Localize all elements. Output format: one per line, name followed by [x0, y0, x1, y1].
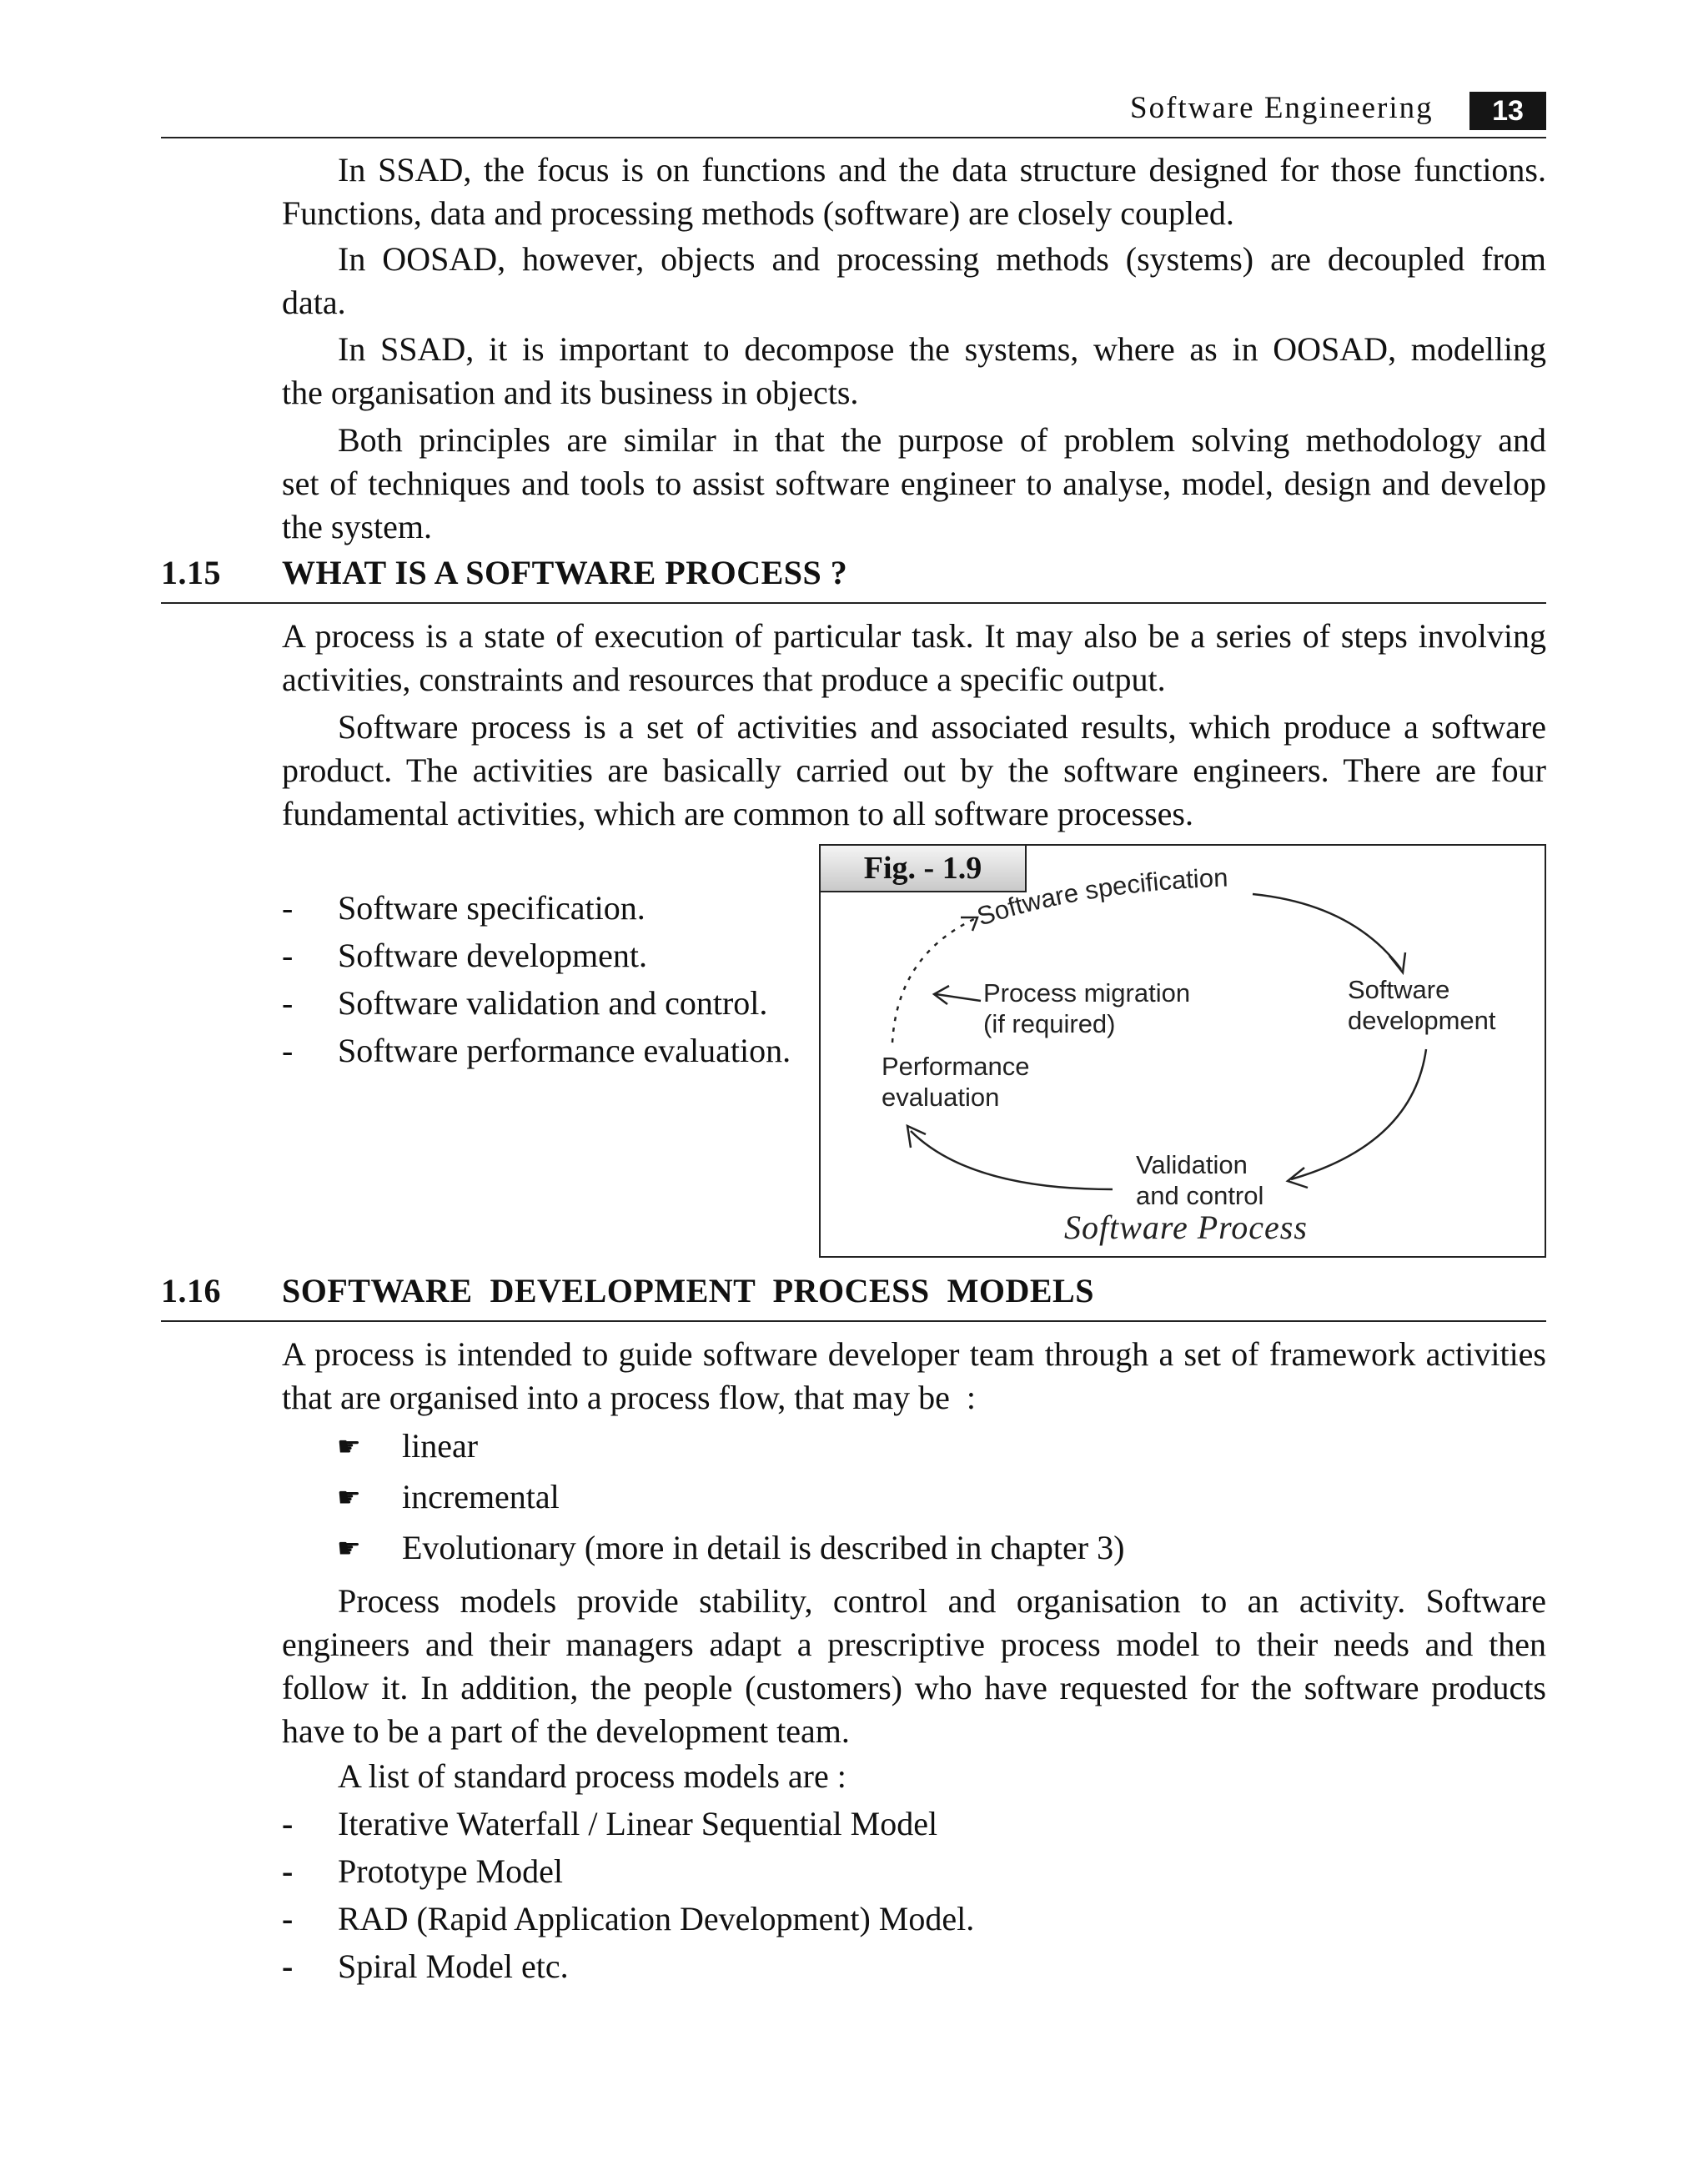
figure-caption: Software Process: [1064, 1209, 1308, 1246]
list-item: ☛ incremental: [337, 1475, 1505, 1526]
text-line: have to be a part of the development team.: [282, 1712, 850, 1750]
text-line: data.: [282, 284, 346, 321]
activity-list: [282, 887, 832, 1077]
process-flow-intro: [282, 1333, 1546, 1420]
list-item: - Software validation and control.: [282, 984, 768, 1022]
label-software-specification: Software specification: [973, 862, 1228, 932]
flow-type-list: [337, 1425, 1505, 1577]
list-item: - Software development.: [282, 937, 647, 974]
arrow-dev-to-validation: [1291, 1049, 1426, 1179]
software-process-definition: [282, 706, 1546, 836]
text-line: fundamental activities, which are common to all software processes.: [282, 795, 1193, 832]
list-item: ☛ linear: [337, 1425, 1505, 1475]
text-line: Both principles are similar in that the purpose of problem solving methodology and: [338, 421, 1546, 459]
text-line: Process models provide stability, control and organisation to an activity. Software: [338, 1582, 1546, 1620]
figure-tag: Fig. - 1.9: [819, 844, 1027, 892]
text-line: In OOSAD, however, objects and processing methods (systems) are decoupled from: [338, 240, 1546, 278]
section-rule: [161, 602, 1546, 604]
arrow-head: [1389, 952, 1405, 972]
figure-software-process: [819, 844, 1546, 1258]
text-line: In SSAD, it is important to decompose the systems, where as in OOSAD, modelling: [338, 330, 1546, 368]
pointing-hand-icon: ☛: [337, 1481, 361, 1513]
process-model-list: [282, 1802, 1449, 1993]
label-software-development: Software development: [1348, 975, 1496, 1035]
label-validation-control: Validation and control: [1136, 1150, 1264, 1210]
list-item: - Software specification.: [282, 889, 646, 927]
list-item: - Iterative Waterfall / Linear Sequential Model: [282, 1805, 938, 1842]
process-definition: [282, 615, 1546, 701]
section-number: 1.16: [161, 1272, 221, 1309]
text-line: Software process is a set of activities and associated results, which produce a software: [338, 708, 1546, 746]
section-title: SOFTWARE DEVELOPMENT PROCESS MODELS: [282, 1272, 1094, 1309]
list-item: - Prototype Model: [282, 1852, 563, 1890]
arrow-perf-to-spec-dotted: [892, 919, 974, 1043]
text-line: the organisation and its business in objects.: [282, 374, 859, 411]
text-line: A process is a state of execution of particular task. It may also be a series of steps involving: [282, 617, 1546, 655]
intro-p1: [282, 148, 1546, 235]
text-line: that are organised into a process flow, that may be :: [282, 1379, 976, 1416]
text-line: In SSAD, the focus is on functions and the data structure designed for those functions.: [338, 151, 1546, 188]
intro-p4: [282, 419, 1546, 549]
list-item: - Software performance evaluation.: [282, 1032, 791, 1069]
arrow-spec-to-dev: [1253, 894, 1401, 969]
text-line: activities, constraints and resources that produce a specific output.: [282, 661, 1166, 698]
list-item: - RAD (Rapid Application Development) Model.: [282, 1900, 975, 1937]
text-line: Functions, data and processing methods (software) are closely coupled.: [282, 194, 1234, 232]
process-models-paragraph: [282, 1580, 1546, 1753]
list-item: - Spiral Model etc.: [282, 1947, 569, 1985]
section-title: WHAT IS A SOFTWARE PROCESS ?: [282, 554, 848, 591]
pointing-hand-icon: ☛: [337, 1532, 361, 1564]
text-line: A process is intended to guide software developer team through a set of framework activities: [282, 1335, 1546, 1373]
intro-p3: [282, 328, 1546, 415]
label-performance-evaluation: Performance evaluation: [882, 1052, 1030, 1112]
list-item: ☛ Evolutionary (more in detail is described in chapter 3): [337, 1526, 1505, 1577]
text-line: follow it. In addition, the people (customers) who have requested for the software products: [282, 1669, 1546, 1706]
section-number: 1.15: [161, 554, 221, 591]
pointing-hand-icon: ☛: [337, 1430, 361, 1462]
text-line: set of techniques and tools to assist software engineer to analyse, model, design and develop: [282, 465, 1546, 502]
intro-p2: [282, 238, 1546, 324]
label-process-migration: Process migration (if required): [983, 978, 1191, 1038]
running-title: Software Engineering: [1130, 91, 1434, 125]
page-number-badge: [1469, 92, 1546, 130]
arrow-validation-to-perf: [911, 1131, 1113, 1189]
text-line: the system.: [282, 508, 432, 545]
section-rule: [161, 1320, 1546, 1322]
text-line: product. The activities are basically carried out by the software engineers. There are four: [282, 751, 1546, 789]
page-number: 13: [1492, 95, 1524, 127]
text-line: engineers and their managers adapt a prescriptive process model to their needs and then: [282, 1626, 1546, 1663]
running-header: [1130, 90, 1434, 126]
models-list-intro: A list of standard process models are :: [338, 1757, 846, 1795]
header-rule: [161, 137, 1546, 138]
